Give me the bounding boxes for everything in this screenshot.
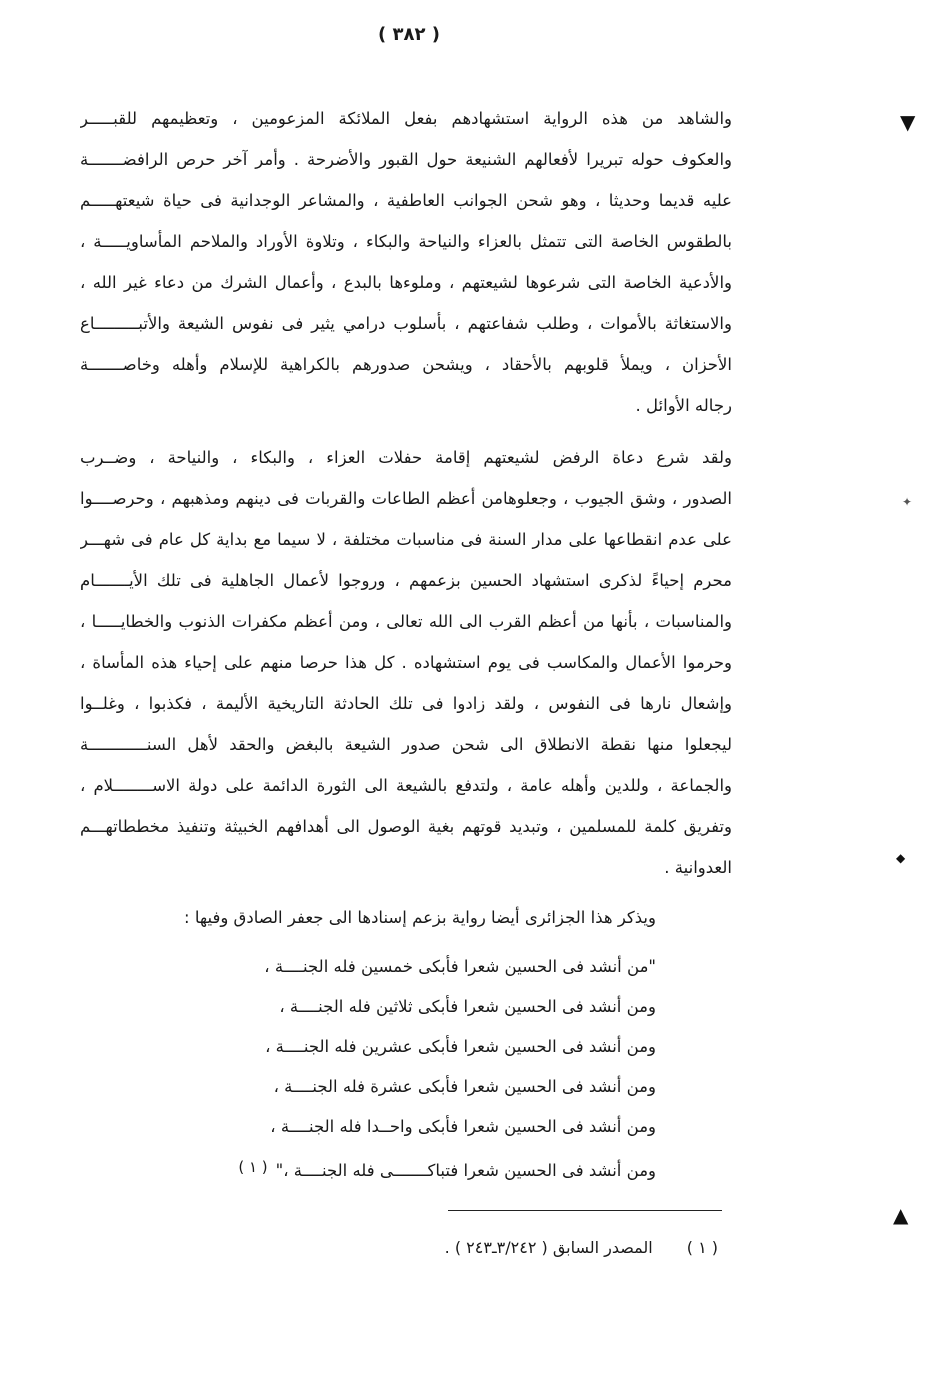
paragraph-line: العدوانية . [664, 858, 732, 877]
scan-speck-icon: ✦ [902, 495, 913, 509]
paragraph-line: ولقد شرع دعاة الرفض لشيعتهم إقامة حفلات العزاء ، والبكاء ، والنياحة ، وضــرب [80, 448, 732, 467]
paragraph-line: ليجعلوا منها نقطة الانطلاق الى شحن صدور الشيعة بالبغض والحقد لأهل السنــــــــــــة [80, 735, 732, 754]
footnote-separator [448, 1210, 722, 1211]
footnote-text: المصدر السابق ( ٣/٢٤٢ـ٢٤٣ ) . [444, 1238, 653, 1257]
verse-text: ومن أنشد فى الحسين شعرا فتباكـــــــى فله الجنــــة ،" [275, 1161, 656, 1180]
paragraph-line: والعكوف حوله تبريرا لأفعالهم الشنيعة حول القبور والأضرحة . وأمر آخر حرص الرافضـــــــة [80, 150, 732, 169]
paragraph-line: على عدم انقطاعها على مدار السنة فى مناسبات مختلفة ، لا سيما مع بداية كل عام فى شهـــر [80, 530, 732, 549]
paragraph-line: محرم إحياءً لذكرى استشهاد الحسين بزعمهم ، وروجوا لأعمال الجاهلية فى تلك الأيـــــــام [80, 571, 732, 590]
paragraph-line: عليه قديما وحديثا ، وهو شحن الجوانب العاطفية ، والمشاعر الوجدانية فى حياة شيعتهـــــم [80, 191, 732, 210]
page-number: ( ٣٨٢ ) [378, 24, 440, 45]
paragraph-line: الصدور ، وشق الجيوب ، وجعلوهامن أعظم الطاعات والقربات فى دينهم ومذهبهم ، وحرصــــوا [80, 489, 732, 508]
paragraph-2 [80, 437, 732, 888]
paragraph-line: والمناسبات ، بأنها من أعظم القرب الى الله تعالى ، ومن أعظم مكفرات الذنوب والخطايـــــا ، [80, 612, 732, 631]
paragraph-line: وحرموا الأعمال والمكاسب فى يوم استشهاده . كل هذا حرصا منهم على إحياء هذه المأساة ، [80, 653, 732, 672]
quote-intro: ويذكر هذا الجزائرى أيضا رواية بزعم إسنادها الى جعفر الصادق وفيها : [184, 908, 656, 927]
paragraph-line: والشاهد من هذه الرواية استشهادهم بفعل الملائكة المزعومين ، وتعظيمهم للقبـــــر [80, 109, 732, 128]
verse-line: "من أنشد فى الحسين شعرا فأبكى خمسين فله الجنــــة ، [264, 957, 656, 976]
paragraph-line: رجاله الأوائل . [635, 396, 732, 415]
scan-speck-icon: ▼ [900, 110, 916, 134]
verse-line: ومن أنشد فى الحسين شعرا فأبكى واحــدا فله الجنــــة ، [270, 1117, 656, 1136]
scan-speck-icon: ▲ [893, 1203, 909, 1227]
paragraph-line: والاستغاثة بالأموات ، وطلب شفاعتهم ، بأسلوب درامي يثير فى نفوس الشيعة والأتبـــــــــاع [80, 314, 732, 333]
verse-line: ومن أنشد فى الحسين شعرا فأبكى عشرين فله الجنــــة ، [265, 1037, 656, 1056]
paragraph-line: والأدعية الخاصة التى شرعوها لشيعتهم ، وملوءها بالبدع ، وأعمال الشرك من دعاء غير الله ، [80, 273, 732, 292]
paragraph-line: الأحزان ، ويملأ قلوبهم بالأحقاد ، ويشحن صدورهم بالكراهية للإسلام وأهله وخاصـــــــة [80, 355, 732, 374]
paragraph-1 [80, 98, 732, 426]
paragraph-line: وتفريق كلمة للمسلمين ، وتبديد قوتهم بغية الوصول الى أهدافهم الخبيثة وتنفيذ مخططاتهـــم [80, 817, 732, 836]
footnote-number: ( ١ ) [686, 1238, 718, 1257]
footnote-reference: ( ١ ) [238, 1158, 268, 1176]
scan-speck-icon: ◆ [896, 851, 906, 865]
verse-line: ومن أنشد فى الحسين شعرا فأبكى ثلاثين فله الجنــــة ، [279, 997, 656, 1016]
footnote [300, 1232, 718, 1264]
paragraph-line: وإشعال نارها فى النفوس ، ولقد زادوا فى تلك الحادثة التاريخية الأليمة ، فكذبوا ، وغلــوا [80, 694, 732, 713]
paragraph-line: بالطقوس الخاصة التى تتمثل بالعزاء والنياحة والبكاء ، وتلاوة الأوراد والملاحم المأساويـــــة ، [80, 232, 732, 251]
paragraph-line: والجماعة ، وللدين وأهله عامة ، ولتدفع بالشيعة الى الثورة الدائمة على دولة الاســــــــلام ، [80, 776, 732, 795]
verse-line: ومن أنشد فى الحسين شعرا فأبكى عشرة فله الجنــــة ، [273, 1077, 656, 1096]
quoted-narration [180, 947, 656, 1187]
verse-line [180, 1147, 656, 1187]
